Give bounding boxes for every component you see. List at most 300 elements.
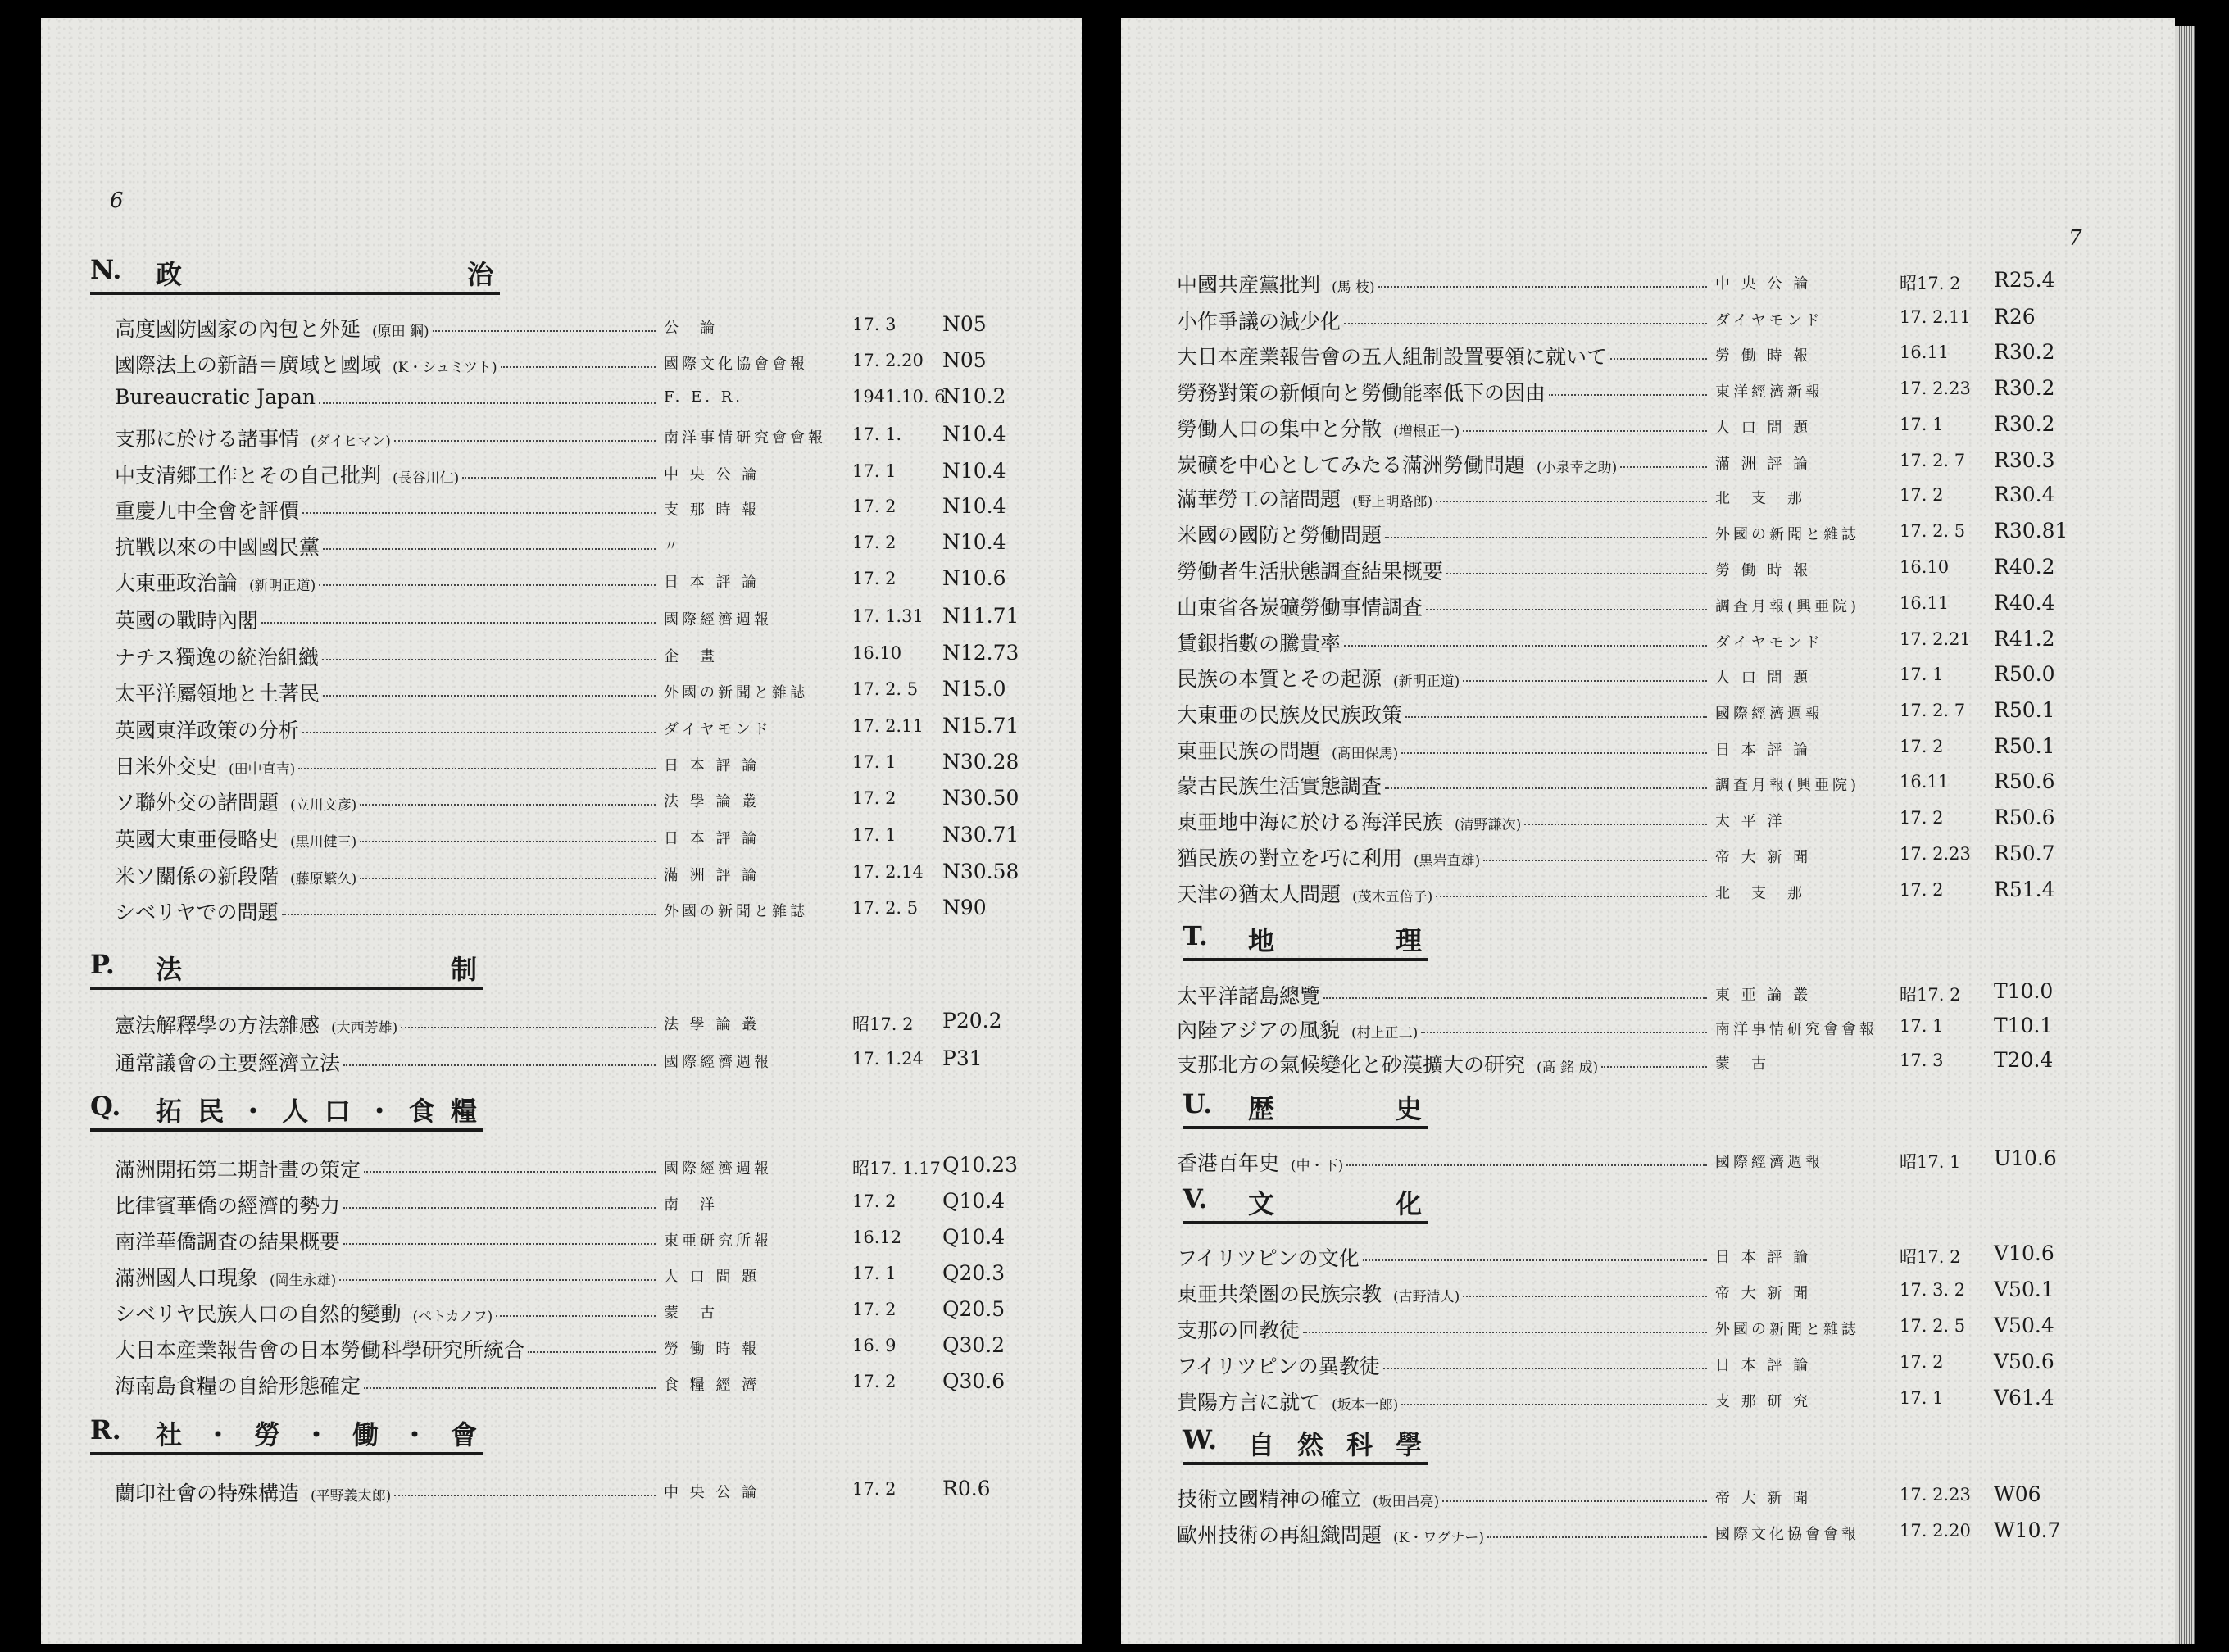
entry-title xyxy=(1177,1278,1460,1308)
entry-title-text: 大日本産業報告會の日本勞働科學研究所統合 xyxy=(115,1338,525,1362)
dot-leader xyxy=(298,768,656,769)
dot-leader xyxy=(1344,323,1707,324)
entry-source: 日 本 評 論 xyxy=(664,757,760,774)
entry-code: T10.0 xyxy=(1994,979,2054,1003)
entry-title xyxy=(1177,699,1402,728)
entry-code: R50.1 xyxy=(1994,734,2055,758)
entry-date: 16. 9 xyxy=(852,1336,897,1355)
entry-date: 昭17. 2 xyxy=(1900,1247,1961,1267)
entry-code: U10.6 xyxy=(1994,1146,2057,1170)
entry-title-text: 香港百年史 xyxy=(1177,1151,1280,1175)
entry-title xyxy=(115,860,356,890)
entry-title-text: 勞働者生活狀態調査結果概要 xyxy=(1177,560,1444,583)
entry-source: 外國の新聞と雜誌 xyxy=(664,903,808,920)
entry-author: (ダイヒマン) xyxy=(311,433,391,450)
entry-title xyxy=(115,531,320,560)
entry-source: 國際經濟週報 xyxy=(1715,1154,1823,1171)
dot-leader xyxy=(1383,1368,1707,1369)
dot-leader xyxy=(323,548,656,550)
entry-author: (平野義太郎) xyxy=(311,1488,392,1504)
entry-source: 東 亜 論 叢 xyxy=(1715,987,1812,1004)
section-name-char: 治 xyxy=(467,259,501,290)
entry-code: N30.28 xyxy=(942,750,1019,774)
entry-title-text: 山東省各炭礦勞働事情調査 xyxy=(1177,596,1423,620)
index-entry xyxy=(1121,587,2145,621)
index-entry xyxy=(41,819,1065,853)
entry-code: R25.4 xyxy=(1994,268,2055,292)
index-entry xyxy=(1121,1044,2145,1078)
entry-code: Q20.3 xyxy=(942,1261,1006,1285)
entry-title xyxy=(1177,413,1460,442)
entry-source: 蒙 古 xyxy=(1715,1055,1769,1073)
section-name-char: 働 xyxy=(352,1419,386,1450)
index-entry xyxy=(41,1221,1065,1255)
entry-title-text: 太平洋屬領地と土著民 xyxy=(115,682,320,706)
entry-title xyxy=(1177,663,1460,692)
section-name-char: 勞 xyxy=(254,1419,288,1450)
entry-code: N15.0 xyxy=(942,677,1006,701)
entry-code: N05 xyxy=(942,312,987,336)
entry-source: 日 本 評 論 xyxy=(1715,1357,1812,1374)
entry-title xyxy=(1177,306,1341,335)
dot-leader xyxy=(1446,573,1707,574)
section-name-char: 社 xyxy=(156,1419,189,1450)
entry-date: 17. 2 xyxy=(852,788,897,808)
entry-source: 北 支 那 xyxy=(1715,490,1805,507)
entry-source: 公 論 xyxy=(664,320,718,337)
entry-title xyxy=(1177,1014,1418,1044)
entry-title xyxy=(115,1226,340,1255)
section-heading xyxy=(90,251,500,295)
entry-source: 南 洋 xyxy=(664,1196,718,1214)
entry-date: 昭17. 2 xyxy=(1900,985,1961,1005)
entry-title xyxy=(1177,980,1320,1010)
section-name-char: ・ xyxy=(303,1419,337,1450)
index-entry xyxy=(1121,1478,2145,1513)
entry-author: (馬 枝) xyxy=(1332,279,1375,296)
entry-title-text: シベリヤ民族人口の自然的變動 xyxy=(115,1302,402,1326)
entry-code: R30.2 xyxy=(1994,376,2055,400)
index-entry xyxy=(1121,301,2145,335)
entry-source: 法 學 論 叢 xyxy=(664,793,760,810)
entry-title xyxy=(1177,735,1398,765)
entry-title-text: 小作爭議の減少化 xyxy=(1177,310,1341,334)
entry-author: (清野謙次) xyxy=(1455,817,1522,833)
entry-date: 17. 1 xyxy=(852,752,897,772)
entry-code: Q10.23 xyxy=(942,1153,1019,1177)
section-letter: T. xyxy=(1183,920,1208,951)
section-heading xyxy=(90,1087,483,1132)
index-entry xyxy=(41,856,1065,890)
entry-code: V50.6 xyxy=(1994,1350,2054,1373)
dot-leader xyxy=(302,512,656,514)
entry-title xyxy=(115,896,279,926)
section-heading xyxy=(90,1411,483,1455)
entry-date: 17. 2.23 xyxy=(1900,1485,1971,1504)
entry-author: (岡生永雄) xyxy=(270,1273,337,1289)
entry-source: 國際經濟週報 xyxy=(1715,706,1823,723)
entry-date: 16.11 xyxy=(1900,343,1950,362)
section-heading xyxy=(1183,1180,1428,1224)
entry-date: 17. 2 xyxy=(1900,880,1944,900)
entry-date: 17. 1 xyxy=(1900,1016,1944,1036)
entry-date: 17. 2 xyxy=(1900,485,1944,505)
entry-title-text: 高度國防國家の內包と外延 xyxy=(115,317,361,341)
section-letter: N. xyxy=(90,254,122,285)
entry-title xyxy=(1177,1350,1380,1380)
dot-leader xyxy=(282,914,656,915)
index-entry xyxy=(41,455,1065,489)
section-name-char: 歴 xyxy=(1248,1093,1282,1124)
index-entry xyxy=(41,746,1065,780)
index-entry xyxy=(41,562,1065,597)
entry-title-text: 中國共産黨批判 xyxy=(1177,273,1321,297)
dot-leader xyxy=(1421,1032,1707,1033)
dot-leader xyxy=(261,622,656,624)
entry-title-text: 南洋華僑調査の結果概要 xyxy=(115,1230,341,1254)
index-entry xyxy=(41,1005,1065,1039)
entry-source: 國際經濟週報 xyxy=(664,1054,772,1071)
dot-leader xyxy=(1483,860,1707,861)
dot-leader xyxy=(528,1351,656,1353)
dot-leader xyxy=(1463,1296,1707,1297)
entry-title-text: 天津の猶太人問題 xyxy=(1177,883,1341,906)
entry-title xyxy=(1177,1049,1598,1078)
entry-title-text: 東亜民族の問題 xyxy=(1177,739,1321,763)
entry-source: 勞 働 時 報 xyxy=(664,1341,760,1358)
entry-code: R50.7 xyxy=(1994,842,2055,865)
entry-title-text: 英國東洋政策の分析 xyxy=(115,719,300,742)
entry-date: 16.10 xyxy=(852,643,902,663)
entry-title xyxy=(1177,341,1607,370)
entry-author: (増根正一) xyxy=(1393,424,1460,440)
entry-source: 帝 大 新 聞 xyxy=(1715,849,1812,866)
entry-date: 17. 1 xyxy=(1900,665,1944,684)
section-name-char: 會 xyxy=(451,1419,484,1450)
entry-source: 帝 大 新 聞 xyxy=(1715,1490,1812,1507)
section-name-char: 口 xyxy=(324,1096,357,1127)
entry-author: (坂本一郎) xyxy=(1332,1397,1399,1414)
entry-code: R30.2 xyxy=(1994,412,2055,436)
section-name-char: ・ xyxy=(402,1419,435,1450)
entry-date: 17. 2.11 xyxy=(852,716,924,736)
entry-source: 日 本 評 論 xyxy=(1715,742,1812,759)
entry-title xyxy=(115,567,316,597)
entry-author: (中・下) xyxy=(1291,1158,1344,1174)
entry-author: (村上正二) xyxy=(1351,1025,1419,1042)
entry-date: 17. 1.31 xyxy=(852,606,924,626)
section-name-char: 拓 xyxy=(156,1096,189,1127)
dot-leader xyxy=(1378,286,1707,288)
entry-date: 17. 2.23 xyxy=(1900,379,1971,398)
entry-author: (野上明路郎) xyxy=(1352,494,1433,511)
dot-leader xyxy=(1436,501,1707,502)
entry-title-text: 勞働人口の集中と分散 xyxy=(1177,417,1382,441)
entry-source: 國際文化協會會報 xyxy=(664,356,808,373)
entry-source: 企 畫 xyxy=(664,648,718,665)
entry-title xyxy=(115,1010,397,1039)
entry-title-text: 內陸アジアの風貌 xyxy=(1177,1019,1341,1042)
entry-source: 中 央 公 論 xyxy=(664,466,760,483)
entry-date: 昭17. 2 xyxy=(1900,274,1961,293)
entry-source: ダイヤモンド xyxy=(1715,634,1823,651)
entry-source: 支 那 研 究 xyxy=(1715,1393,1812,1410)
entry-title xyxy=(1177,1242,1360,1272)
entry-title xyxy=(115,460,459,489)
entry-title xyxy=(115,1190,340,1219)
entry-date: 17. 1. xyxy=(852,424,902,444)
entry-date: 昭17. 2 xyxy=(852,1014,914,1034)
index-entry xyxy=(1121,1346,2145,1380)
entry-title-text: Bureaucratic Japan xyxy=(115,385,316,409)
entry-source: 勞 働 時 報 xyxy=(1715,562,1812,579)
dot-leader xyxy=(1463,680,1707,682)
entry-date: 17. 2.11 xyxy=(1900,307,1971,327)
entry-author: (新明正道) xyxy=(249,578,316,594)
dot-leader xyxy=(364,1171,656,1173)
entry-code: R30.2 xyxy=(1994,340,2055,364)
entry-code: Q20.5 xyxy=(942,1297,1006,1321)
entry-code: Q30.6 xyxy=(942,1369,1006,1393)
entry-title xyxy=(115,1298,493,1328)
entry-source: 蒙 古 xyxy=(664,1305,718,1322)
index-entry xyxy=(41,490,1065,524)
entry-title xyxy=(115,824,356,853)
entry-source: 日 本 評 論 xyxy=(664,830,760,847)
entry-source: 國際文化協會會報 xyxy=(1715,1526,1859,1543)
index-entry xyxy=(41,1042,1065,1077)
section-name-char: 學 xyxy=(1396,1429,1429,1460)
entry-title xyxy=(1177,806,1521,836)
entry-title xyxy=(115,678,320,707)
section-name-char: 化 xyxy=(1396,1188,1429,1219)
entry-title-text: 比律賓華僑の經濟的勢力 xyxy=(115,1194,341,1218)
index-entry xyxy=(41,1149,1065,1183)
entry-title xyxy=(1177,1147,1343,1177)
section-heading xyxy=(1183,917,1428,961)
entry-title-text: 勞務對策の新傾向と勞働能率低下の因由 xyxy=(1177,381,1546,405)
dot-leader xyxy=(1610,358,1707,360)
entry-title xyxy=(115,605,258,634)
entry-date: 17. 2 xyxy=(852,1372,897,1391)
entry-source: 勞 働 時 報 xyxy=(1715,347,1812,365)
entry-title xyxy=(115,1477,391,1507)
entry-date: 17. 3 xyxy=(1900,1051,1944,1070)
entry-title-text: 貴陽方言に就て xyxy=(1177,1391,1321,1414)
section-heading xyxy=(1183,1085,1428,1129)
index-entry xyxy=(1121,336,2145,370)
entry-title-text: 支那北方の氣候變化と砂漠擴大の研究 xyxy=(1177,1053,1526,1077)
index-entry xyxy=(1121,408,2145,442)
index-entry xyxy=(41,1473,1065,1507)
section-name-char: 文 xyxy=(1248,1188,1282,1219)
right-page xyxy=(1121,18,2175,1644)
entry-author: (黒川健三) xyxy=(290,834,357,851)
entry-date: 17. 1 xyxy=(1900,415,1944,434)
left-page xyxy=(41,18,1082,1644)
entry-date: 17. 1 xyxy=(852,461,897,481)
dot-leader xyxy=(394,1495,656,1496)
section-name-char: 糧 xyxy=(451,1096,484,1127)
index-entry xyxy=(1121,1142,2145,1177)
section-name-char: ・ xyxy=(239,1096,273,1127)
entry-code: V10.6 xyxy=(1994,1241,2054,1265)
dot-leader xyxy=(1401,1404,1707,1405)
entry-title xyxy=(1177,483,1432,513)
entry-author: (立川文彥) xyxy=(290,797,357,814)
dot-leader xyxy=(360,841,656,842)
entry-source: ダイヤモンド xyxy=(1715,312,1823,329)
section-heading xyxy=(1183,1421,1428,1465)
entry-author: (田中直吉) xyxy=(229,761,296,778)
dot-leader xyxy=(401,1027,656,1028)
entry-author: (茂木五倍子) xyxy=(1352,889,1433,905)
entry-title xyxy=(1177,628,1341,657)
entry-date: 17. 2. 5 xyxy=(852,679,919,699)
entry-title-text: 技術立國精神の確立 xyxy=(1177,1487,1362,1511)
entry-author: (髙田保馬) xyxy=(1332,746,1399,762)
index-entry xyxy=(41,1329,1065,1364)
entry-date: 17. 2.20 xyxy=(852,351,924,370)
entry-code: N10.2 xyxy=(942,384,1006,408)
entry-title xyxy=(1177,1483,1439,1513)
page-number: 6 xyxy=(110,188,124,213)
entry-code: N30.50 xyxy=(942,786,1019,810)
entry-title-text: 中支清郷工作とその自己批判 xyxy=(115,464,382,488)
entry-author: (長谷川仁) xyxy=(393,470,460,487)
entry-author: (藤原繁久) xyxy=(290,871,357,887)
section-name-char: 制 xyxy=(451,954,484,985)
index-entry xyxy=(41,418,1065,452)
index-entry xyxy=(1121,730,2145,765)
section-name-char: 理 xyxy=(1396,925,1429,956)
entry-date: 17. 2 xyxy=(852,497,897,516)
section-name-char: 科 xyxy=(1346,1429,1380,1460)
dot-leader xyxy=(1487,1536,1707,1538)
entry-title-text: 憲法解釋學の方法雜感 xyxy=(115,1014,320,1037)
entry-code: N05 xyxy=(942,348,987,372)
dot-leader xyxy=(322,659,656,660)
entry-code: V50.1 xyxy=(1994,1278,2054,1301)
index-entry xyxy=(41,782,1065,816)
section-letter: U. xyxy=(1183,1088,1213,1119)
entry-title-text: 米國の國防と勞働問題 xyxy=(1177,524,1382,547)
entry-title xyxy=(115,715,299,744)
entry-source: 南洋事情研究會會報 xyxy=(664,429,826,447)
dot-leader xyxy=(462,477,656,479)
entry-date: 17. 2 xyxy=(852,1191,897,1211)
index-entry xyxy=(1121,1273,2145,1308)
entry-source: 外國の新聞と雜誌 xyxy=(1715,1321,1859,1338)
entry-source: 人 口 問 題 xyxy=(664,1268,760,1286)
index-entry xyxy=(41,710,1065,744)
entry-date: 17. 2.23 xyxy=(1900,844,1971,864)
entry-source: 南洋事情研究會會報 xyxy=(1715,1021,1877,1038)
entry-title-text: 東亜地中海に於ける海洋民族 xyxy=(1177,810,1444,834)
dot-leader xyxy=(323,695,656,697)
section-name-char: ・ xyxy=(366,1096,400,1127)
index-entry xyxy=(1121,975,2145,1010)
entry-date: 16.12 xyxy=(852,1228,902,1247)
entry-code: R30.3 xyxy=(1994,448,2055,472)
entry-author: (坂田昌亮) xyxy=(1373,1494,1440,1510)
entry-title-text: ナチス獨逸の統治組織 xyxy=(115,646,320,669)
entry-date: 17. 2. 5 xyxy=(1900,1316,1966,1336)
section-name-char: 自 xyxy=(1248,1429,1282,1460)
entry-title-text: 滿洲開拓第二期計畫の策定 xyxy=(115,1158,361,1182)
entry-source: 〃 xyxy=(664,538,682,555)
dot-leader xyxy=(1436,896,1707,897)
entry-code: N10.4 xyxy=(942,494,1006,518)
entry-title-text: 米ソ關係の新段階 xyxy=(115,865,279,888)
entry-title xyxy=(115,423,391,452)
entry-code: N15.71 xyxy=(942,714,1019,738)
entry-author: (新明正道) xyxy=(1393,674,1460,690)
entry-title-text: 民族の本質とその起源 xyxy=(1177,667,1382,691)
entry-source: 滿 洲 評 論 xyxy=(1715,456,1812,473)
entry-source: 國際經濟週報 xyxy=(664,1160,772,1178)
entry-source: 中 央 公 論 xyxy=(1715,275,1812,293)
entry-title-text: シベリヤでの問題 xyxy=(115,901,279,924)
entry-code: R41.2 xyxy=(1994,627,2055,651)
entry-author: (小泉幸之助) xyxy=(1537,460,1618,476)
entry-title xyxy=(115,751,295,780)
entry-source: 帝 大 新 聞 xyxy=(1715,1285,1812,1302)
dot-leader xyxy=(343,1207,656,1209)
entry-source: 調査月報(興亜院) xyxy=(1715,777,1860,794)
dot-leader xyxy=(1524,824,1707,825)
entry-title xyxy=(1177,592,1423,621)
dot-leader xyxy=(1385,787,1707,789)
entry-code: R40.4 xyxy=(1994,591,2055,615)
dot-leader xyxy=(319,584,656,586)
entry-title-text: 英國の戰時內閣 xyxy=(115,609,259,633)
index-entry xyxy=(41,526,1065,560)
index-entry xyxy=(41,673,1065,707)
entry-title-text: 炭礦を中心としてみたる滿洲勞働問題 xyxy=(1177,453,1526,477)
entry-title-text: 海南島食糧の自給形態確定 xyxy=(115,1374,361,1398)
entry-source: 調査月報(興亜院) xyxy=(1715,598,1860,615)
entry-title xyxy=(115,1370,361,1400)
entry-title-text: 國際法上の新語＝廣域と國域 xyxy=(115,353,382,377)
entry-code: W06 xyxy=(1994,1482,2041,1506)
entry-source: 外國の新聞と雜誌 xyxy=(1715,526,1859,543)
entry-date: 16.11 xyxy=(1900,772,1950,792)
index-entry xyxy=(1121,1514,2145,1549)
entry-date: 17. 2. 5 xyxy=(852,898,919,918)
dot-leader xyxy=(1323,997,1707,999)
entry-date: 17. 2 xyxy=(852,569,897,588)
index-entry xyxy=(41,1257,1065,1291)
entry-title xyxy=(115,349,497,379)
entry-code: T10.1 xyxy=(1994,1014,2054,1037)
section-name-char: 然 xyxy=(1297,1429,1331,1460)
entry-author: (原田 鋼) xyxy=(372,324,429,340)
dot-leader xyxy=(394,440,656,442)
index-entry xyxy=(41,1293,1065,1328)
entry-code: T20.4 xyxy=(1994,1048,2054,1072)
index-entry xyxy=(1121,551,2145,585)
dot-leader xyxy=(1620,466,1707,468)
index-entry xyxy=(1121,658,2145,692)
dot-leader xyxy=(343,1064,656,1066)
section-heading xyxy=(90,946,483,990)
entry-author: (K・ワグナー) xyxy=(1393,1530,1484,1546)
index-entry xyxy=(41,344,1065,379)
dot-leader xyxy=(1401,752,1707,754)
entry-code: N30.58 xyxy=(942,860,1019,883)
entry-code: R50.0 xyxy=(1994,662,2055,686)
